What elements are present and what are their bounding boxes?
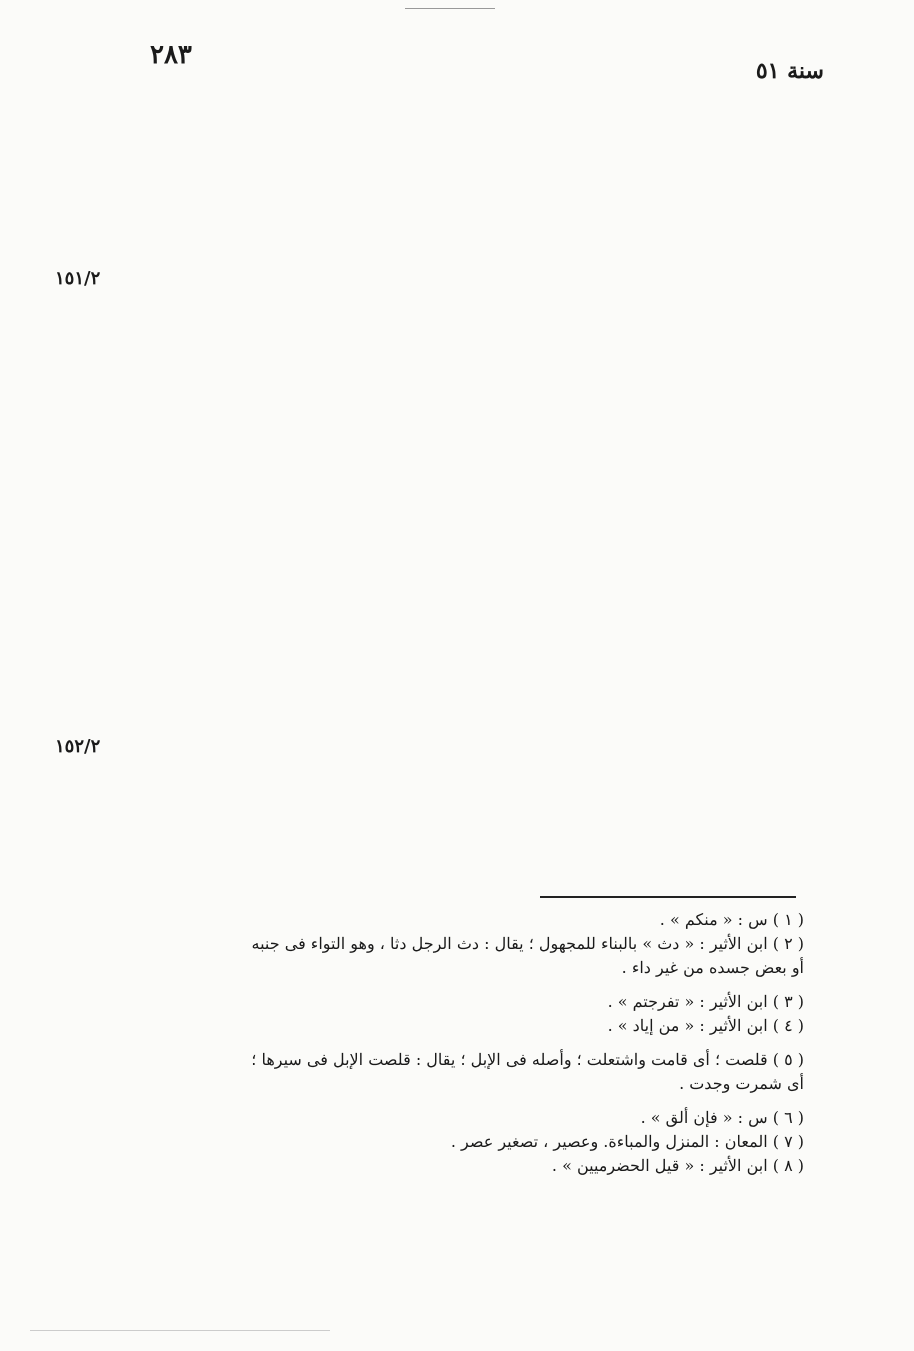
footnote: ( ٧ ) المعان : المنزل والمباءة. وعصير ، تصغير عصر .: [450, 1132, 804, 1151]
footnote: ( ٨ ) ابن الأثير : « قيل الحضرميين » .: [551, 1156, 804, 1175]
footnote: ( ١ ) س : « منكم » .: [659, 910, 804, 929]
footnote-continuation: أى شمرت وجدت .: [679, 1074, 804, 1093]
footnote: ( ٢ ) ابن الأثير : « دث » بالبناء للمجهول ؛ يقال : دث الرجل دثا ، وهو التواء فى جنبه: [251, 934, 804, 953]
footnote: ( ٥ ) قلصت ؛ أى قامت واشتعلت ؛ وأصله فى الإبل ؛ يقال : قلصت الإبل فى سيرها ؛: [251, 1050, 804, 1069]
footnote-divider: [540, 896, 796, 898]
poem: [0, 100, 914, 880]
footnote: ( ٣ ) ابن الأثير : « تفرجتم » .: [607, 992, 804, 1011]
margin-reference: ١٥٢/٢: [55, 736, 101, 757]
page-number: ٢٨٣: [150, 40, 192, 70]
margin-reference: ١٥١/٢: [55, 268, 101, 289]
footnote-continuation: أو بعض جسده من غير داء .: [621, 958, 804, 977]
footnote: ( ٦ ) س : « فإن ألق » .: [640, 1108, 804, 1127]
year-header: سنة ٥١: [755, 58, 824, 84]
footnotes: [124, 908, 804, 1178]
top-rule: [405, 8, 495, 9]
bottom-rule: [30, 1330, 330, 1331]
footnote: ( ٤ ) ابن الأثير : « من إياد » .: [607, 1016, 804, 1035]
